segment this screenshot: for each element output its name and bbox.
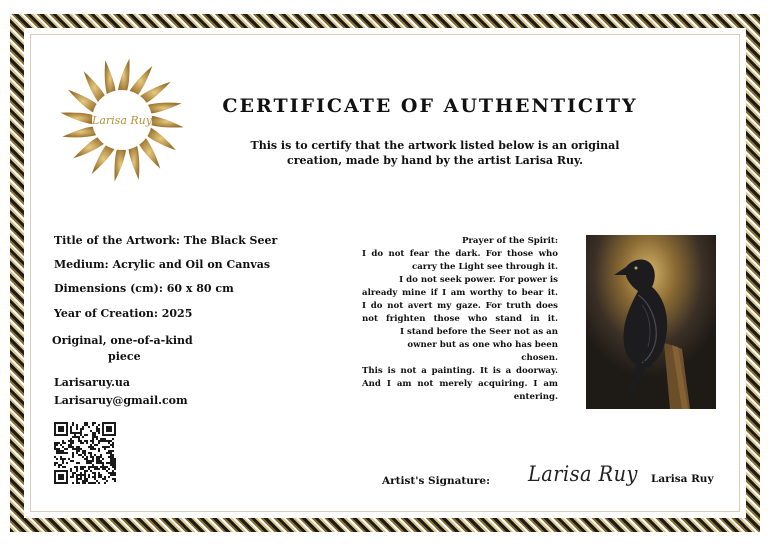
prayer-line: not frighten those who stand in it. [362, 314, 558, 324]
prayer-line: And I am not merely acquiring. I am [362, 379, 558, 389]
page-title: CERTIFICATE OF AUTHENTICITY [222, 95, 638, 117]
sun-logo-icon [58, 56, 186, 184]
prayer-line: This is not a painting. It is a doorway. [362, 366, 558, 376]
field-medium-label: Medium: [54, 258, 109, 271]
intro-line-1: This is to certify that the artwork listed below is an original [250, 139, 620, 152]
original-line-2: piece [108, 350, 141, 363]
field-year [54, 307, 192, 320]
signature-label: Artist's Signature: [382, 475, 490, 487]
intro-line-2: creation, made by hand by the artist Larisa Ruy. [287, 154, 583, 167]
field-dimensions-label: Dimensions (cm): [54, 282, 163, 295]
prayer-line: I stand before the Seer not as an [399, 327, 558, 337]
signature-script: Larisa Ruy [528, 462, 638, 486]
email-text: Larisaruy@gmail.com [54, 394, 188, 407]
qr-code-icon [52, 420, 118, 486]
prayer-heading: Prayer of the Spirit: [461, 236, 558, 246]
field-dimensions [54, 282, 234, 295]
prayer-line: entering. [513, 392, 558, 402]
field-medium [54, 258, 270, 271]
prayer-line: I do not seek power. For power is [399, 275, 558, 285]
field-dimensions-value: 60 x 80 cm [166, 282, 234, 295]
field-title [54, 234, 277, 247]
original-line-1: Original, one-of-a-kind [52, 334, 193, 347]
painting-image [586, 235, 716, 409]
field-medium-value: Acrylic and Oil on Canvas [112, 258, 271, 271]
field-title-label: Title of the Artwork: [54, 234, 180, 247]
intro-text [230, 138, 640, 168]
prayer-line: already mine if I am worthy to bear it. [362, 288, 558, 298]
field-year-value: 2025 [161, 307, 193, 320]
prayer-text [362, 235, 558, 404]
prayer-line: I do not avert my gaze. For truth does [362, 301, 558, 311]
prayer-line: I do not fear the dark. For those who [362, 249, 558, 259]
prayer-line: carry the Light see through it. [411, 262, 558, 272]
field-title-value: The Black Seer [183, 234, 278, 247]
field-year-label: Year of Creation: [54, 307, 158, 320]
original-note [52, 333, 212, 365]
prayer-line: chosen. [521, 353, 558, 363]
prayer-line: owner but as one who has been [407, 340, 558, 350]
logo-text: Larisa Ruy [92, 114, 152, 127]
website-text: Larisaruy.ua [54, 376, 131, 389]
signature-name: Larisa Ruy [651, 473, 714, 485]
